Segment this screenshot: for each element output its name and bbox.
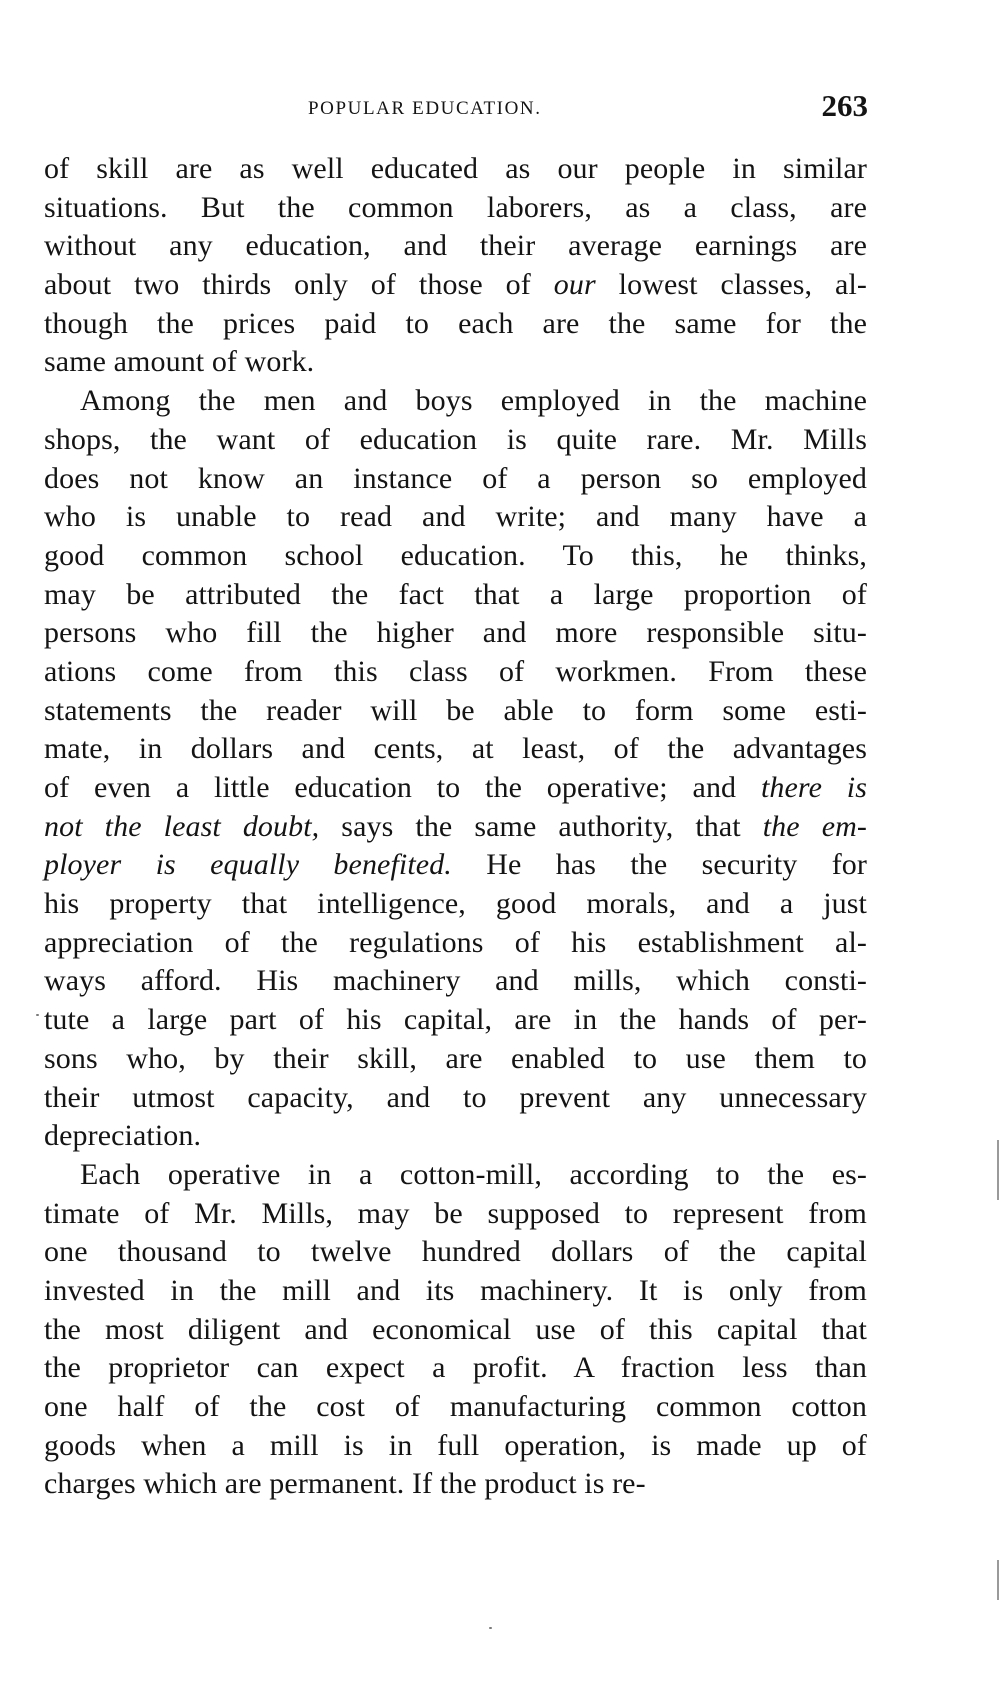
text-run: one thousand to twelve hundred dollars of the capital bbox=[44, 1235, 867, 1269]
text-run: says the same authority, that bbox=[319, 809, 763, 843]
text-run: good common school education. To this, he thinks, bbox=[44, 538, 867, 572]
text-run: Among the men and boys employed in the machine bbox=[80, 384, 867, 418]
text-line bbox=[44, 653, 867, 692]
text-run: the most diligent and economical use of this capital that bbox=[44, 1312, 867, 1346]
text-line bbox=[44, 1465, 867, 1504]
text-line bbox=[44, 1233, 867, 1272]
text-line bbox=[44, 1001, 867, 1040]
text-run: may be attributed the fact that a large proportion of bbox=[44, 577, 867, 611]
text-run: without any education, and their average earnings are bbox=[44, 229, 867, 263]
text-run: lowest classes, al- bbox=[595, 268, 867, 302]
text-line bbox=[44, 769, 867, 808]
text-run: persons who fill the higher and more responsible situ- bbox=[44, 616, 867, 650]
scan-speck bbox=[489, 1627, 492, 1629]
text-run: same amount of work. bbox=[44, 345, 315, 379]
text-line bbox=[44, 343, 867, 382]
scan-speck bbox=[36, 1014, 39, 1016]
text-run: ways afford. His machinery and mills, which consti- bbox=[44, 964, 867, 998]
text-run: the proprietor can expect a profit. A fraction less than bbox=[44, 1351, 867, 1385]
text-line bbox=[44, 460, 867, 499]
text-line bbox=[44, 730, 867, 769]
text-run: about two thirds only of those of bbox=[44, 268, 554, 302]
text-line bbox=[44, 1079, 867, 1118]
text-line bbox=[44, 189, 867, 228]
text-run: depreciation. bbox=[44, 1119, 202, 1153]
text-line bbox=[44, 808, 867, 847]
italic-text-run: our bbox=[553, 268, 596, 302]
text-run: mate, in dollars and cents, at least, of the advantages bbox=[44, 732, 867, 766]
text-line bbox=[44, 885, 867, 924]
running-title: POPULAR EDUCATION. bbox=[308, 98, 542, 119]
text-run: his property that intelligence, good morals, and a just bbox=[44, 887, 867, 921]
paragraph bbox=[44, 1156, 867, 1504]
text-line bbox=[44, 1040, 867, 1079]
italic-text-run: the em- bbox=[762, 809, 867, 843]
text-run: shops, the want of education is quite rare. Mr. Mills bbox=[44, 422, 867, 456]
text-line bbox=[44, 1156, 867, 1195]
text-run: of even a little education to the operative; and bbox=[44, 771, 761, 804]
text-line bbox=[44, 1388, 867, 1427]
text-run: of skill are as well educated as our people in similar bbox=[44, 152, 867, 185]
text-line bbox=[44, 846, 867, 885]
text-line bbox=[44, 1311, 867, 1350]
text-run: one half of the cost of manufacturing common cotton bbox=[44, 1390, 867, 1423]
text-line bbox=[44, 421, 867, 460]
italic-text-run: not the least doubt, bbox=[44, 809, 320, 843]
text-run: timate of Mr. Mills, may be supposed to represent from bbox=[44, 1196, 867, 1230]
text-line bbox=[44, 227, 867, 266]
text-line bbox=[44, 150, 867, 189]
text-line bbox=[44, 1349, 867, 1388]
text-line bbox=[44, 924, 867, 963]
text-line bbox=[44, 962, 867, 1001]
text-line bbox=[44, 1427, 867, 1466]
paragraph bbox=[44, 382, 867, 1156]
italic-text-run: ployer is equally benefited. bbox=[44, 848, 452, 882]
text-run: statements the reader will be able to form some esti- bbox=[44, 693, 867, 727]
text-run: sons who, by their skill, are enabled to use them to bbox=[44, 1041, 867, 1075]
page-number: 263 bbox=[821, 88, 868, 123]
text-line bbox=[44, 305, 867, 344]
text-line bbox=[44, 692, 867, 731]
running-head bbox=[48, 88, 868, 128]
text-run: their utmost capacity, and to prevent any unnecessary bbox=[44, 1080, 867, 1114]
text-line bbox=[44, 1272, 867, 1311]
text-line bbox=[44, 537, 867, 576]
text-line bbox=[44, 576, 867, 615]
text-run: Each operative in a cotton-mill, according to the es- bbox=[80, 1157, 867, 1191]
text-run: invested in the mill and its machinery. It is only from bbox=[44, 1273, 867, 1307]
text-line bbox=[44, 266, 867, 305]
text-line bbox=[44, 382, 867, 421]
text-run: though the prices paid to each are the same for the bbox=[44, 306, 867, 340]
text-run: appreciation of the regulations of his establishment al- bbox=[44, 925, 867, 959]
paragraph bbox=[44, 150, 867, 382]
text-run: ations come from this class of workmen. From these bbox=[44, 654, 867, 688]
text-line bbox=[44, 498, 867, 537]
italic-text-run: there is bbox=[760, 771, 868, 804]
text-run: He has the security for bbox=[451, 848, 868, 882]
text-run: goods when a mill is in full operation, is made up of bbox=[44, 1428, 867, 1462]
text-run: who is unable to read and write; and many have a bbox=[44, 500, 867, 534]
text-line bbox=[44, 1195, 867, 1234]
body-text bbox=[44, 150, 867, 1504]
text-run: situations. But the common laborers, as a class, are bbox=[44, 190, 867, 224]
text-run: does not know an instance of a person so employed bbox=[44, 461, 867, 495]
text-run: charges which are permanent. If the product is re- bbox=[44, 1467, 646, 1501]
text-run: tute a large part of his capital, are in the hands of per- bbox=[44, 1003, 867, 1037]
text-line bbox=[44, 614, 867, 653]
text-line bbox=[44, 1117, 867, 1156]
